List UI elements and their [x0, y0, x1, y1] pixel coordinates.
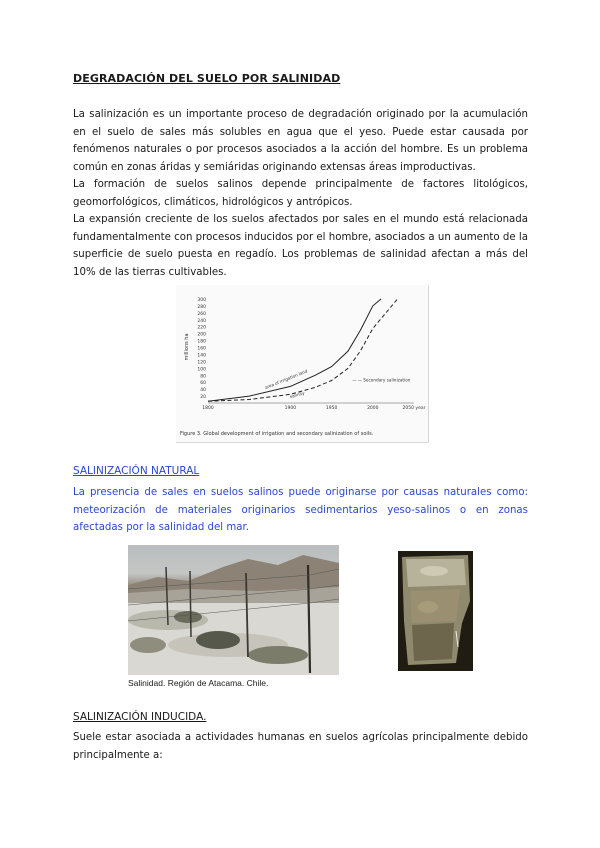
- y-tick-label: 280: [197, 304, 206, 310]
- y-tick-label: 120: [197, 360, 206, 366]
- y-tick-label: 80: [200, 374, 206, 380]
- natural-salinization-text: La presencia de sales en suelos salinos puede originarse por causas naturales como: meteorización de materiales originarios sedimentarios yeso-salinos o en zonas afectadas por la salinidad del mar.: [73, 487, 528, 533]
- irrigation-salinization-figure: [176, 285, 429, 443]
- y-tick-label: 300: [197, 298, 206, 303]
- natural-salinization-heading[interactable]: SALINIZACIÓN NATURAL: [73, 465, 200, 477]
- intro-paragraph-1: La salinización es un importante proceso de degradación originado por la acumulación en el suelo de sales más solubles en agua que el yeso. Puede estar causada por fenómenos naturales o por procesos asociados a la acción del hombre. Es un problema común en zonas áridas y semiáridas originando extensas áreas improductivas.: [73, 109, 528, 173]
- y-tick-label: 260: [197, 311, 206, 317]
- y-tick-label: 100: [197, 367, 206, 373]
- y-tick-label: 180: [197, 339, 206, 345]
- figure-caption: Figure 3. Global development of irrigation and secondary salinization of soils.: [180, 431, 374, 437]
- x-tick-label: 1950: [325, 406, 338, 411]
- induced-salinization-text: Suele estar asociada a actividades humanas en suelos agrícolas principalmente debido principalmente a:: [73, 732, 528, 761]
- y-tick-label: 160: [197, 346, 206, 352]
- intro-paragraph-3: La expansión creciente de los suelos afectados por sales en el mundo está relacionada fundamentalmente con procesos inducidos por el hombre, asociados a un aumento de la superficie de suelo puesta en regadío. Los problemas de salinidad afectan a más del 10% de las tierras cultivables.: [73, 214, 528, 278]
- y-tick-label: 140: [197, 353, 206, 359]
- induced-salinization-heading: SALINIZACIÓN INDUCIDA.: [73, 711, 207, 723]
- curve-label-irrigation: area of irrigation land: [264, 368, 309, 391]
- y-axis-label: millions ha: [184, 333, 190, 361]
- photo-caption: Salinidad. Región de Atacama. Chile.: [128, 678, 269, 688]
- y-tick-label: 240: [197, 318, 206, 324]
- series-line: [208, 299, 381, 401]
- y-tick-label: 20: [200, 395, 206, 401]
- figure-chart: [176, 285, 428, 442]
- y-tick-label: 220: [197, 325, 206, 331]
- salt-flat-photo: [128, 545, 339, 675]
- x-tick-label: 1800: [202, 406, 214, 411]
- series-line: [208, 299, 398, 401]
- x-tick-label: 2050 year: [402, 406, 426, 411]
- soil-profile-photo: [398, 551, 473, 671]
- page-title: DEGRADACIÓN DEL SUELO POR SALINIDAD: [73, 72, 341, 85]
- chart-legend: — — Secondary salinization: [352, 377, 411, 383]
- intro-paragraph-2: La formación de suelos salinos depende principalmente de factores litológicos, geomorfológicos, climáticos, hidrológicos y antrópicos.: [73, 179, 528, 208]
- y-tick-label: 40: [200, 388, 206, 394]
- x-tick-label: 1900: [284, 406, 297, 411]
- y-tick-label: 200: [197, 332, 206, 338]
- x-tick-label: 2000: [367, 406, 379, 411]
- curve-label-salinity: salinity: [289, 390, 306, 400]
- y-tick-label: 60: [200, 381, 206, 387]
